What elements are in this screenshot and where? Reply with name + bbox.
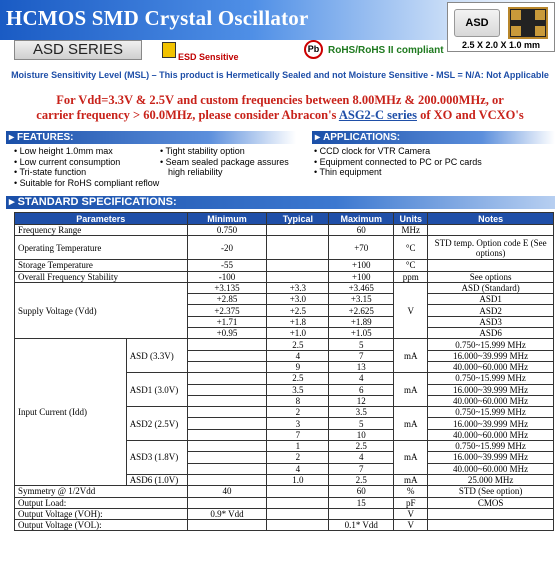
max-cell: 7 [329, 350, 394, 361]
list-item: high reliability [168, 167, 223, 177]
notice-line-2-pre: carrier frequency > 60.0MHz, please consider Abracon's [36, 108, 339, 122]
max-cell: 4 [329, 373, 394, 384]
min-cell: +0.95 [187, 328, 267, 339]
param-cell: Input Current (Idd) [15, 339, 127, 486]
min-cell [187, 339, 267, 350]
notes-cell: 40.000~60.000 MHz [428, 463, 554, 474]
subparam-cell: ASD2 (2.5V) [126, 407, 187, 441]
min-cell: 0.750 [187, 225, 267, 236]
min-cell [187, 407, 267, 418]
list-item: • Thin equipment [314, 167, 554, 178]
max-cell: 2.5 [329, 441, 394, 452]
max-cell: +70 [329, 236, 394, 260]
typ-cell: 1.0 [267, 474, 329, 485]
list-item: • CCD clock for VTR Camera [314, 146, 554, 157]
min-cell [187, 463, 267, 474]
notice-line-2 [0, 108, 560, 123]
notes-cell: CMOS [428, 497, 554, 508]
unit-cell: mA [394, 474, 428, 485]
notes-cell: 40.000~60.000 MHz [428, 395, 554, 406]
typ-cell: 4 [267, 463, 329, 474]
max-cell [329, 508, 394, 519]
notes-cell: STD (See option) [428, 486, 554, 497]
typ-cell: 2 [267, 407, 329, 418]
msl-note: Moisture Sensitivity Level (MSL) – This product is Hermetically Sealed and not Moisture Sensitive - MSL = N/A: Not Applicable [11, 70, 549, 80]
min-cell [187, 441, 267, 452]
column-header: Typical [267, 213, 329, 225]
unit-cell: mA [394, 441, 428, 475]
param-cell: Operating Temperature [15, 236, 188, 260]
chip-top-view: ASD [454, 9, 500, 37]
max-cell: +3.465 [329, 282, 394, 293]
table-row [15, 486, 554, 497]
table-row [15, 236, 554, 260]
max-cell: 7 [329, 463, 394, 474]
param-cell: Output Voltage (VOH): [15, 508, 188, 519]
min-cell: +2.85 [187, 294, 267, 305]
min-cell [187, 429, 267, 440]
max-cell: 13 [329, 361, 394, 372]
notice-line-1: For Vdd=3.3V & 2.5V and custom frequencies between 8.00MHz & 200.000MHz, or [56, 93, 504, 107]
max-cell: 5 [329, 418, 394, 429]
table-row [15, 520, 554, 531]
column-header: Notes [428, 213, 554, 225]
typ-cell [267, 260, 329, 271]
unit-cell: MHz [394, 225, 428, 236]
max-cell: 12 [329, 395, 394, 406]
max-cell: 15 [329, 497, 394, 508]
notes-cell: ASD (Standard) [428, 282, 554, 293]
list-item: • Equipment connected to PC or PC cards [314, 157, 554, 168]
max-cell: +3.15 [329, 294, 394, 305]
notes-cell: 0.750~15.999 MHz [428, 441, 554, 452]
max-cell: +1.89 [329, 316, 394, 327]
typ-cell: +3.3 [267, 282, 329, 293]
specifications-heading: ▸ STANDARD SPECIFICATIONS: [6, 196, 555, 209]
typ-cell: 2.5 [267, 373, 329, 384]
min-cell [187, 474, 267, 485]
unit-cell: °C [394, 236, 428, 260]
subparam-cell: ASD3 (1.8V) [126, 441, 187, 475]
max-cell: +100 [329, 260, 394, 271]
table-row [15, 508, 554, 519]
min-cell [187, 520, 267, 531]
param-cell: Symmetry @ 1/2Vdd [15, 486, 188, 497]
notes-cell: 16.000~39.999 MHz [428, 384, 554, 395]
max-cell: +1.05 [329, 328, 394, 339]
typ-cell [267, 497, 329, 508]
esd-badge: ESD Sensitive [178, 52, 239, 62]
features-title: FEATURES: [17, 132, 74, 143]
features-list-1 [14, 146, 164, 188]
typ-cell: +2.5 [267, 305, 329, 316]
notes-cell: 16.000~39.999 MHz [428, 418, 554, 429]
notes-cell: ASD2 [428, 305, 554, 316]
typ-cell [267, 486, 329, 497]
typ-cell: 3 [267, 418, 329, 429]
notes-cell: See options [428, 271, 554, 282]
max-cell: 60 [329, 225, 394, 236]
typ-cell [267, 520, 329, 531]
applications-title: APPLICATIONS: [323, 132, 401, 143]
applications-heading: ▸ APPLICATIONS: [312, 131, 555, 144]
typ-cell [267, 236, 329, 260]
pb-free-icon: Pb [304, 40, 323, 59]
min-cell: -20 [187, 236, 267, 260]
min-cell [187, 395, 267, 406]
min-cell: +3.135 [187, 282, 267, 293]
page-title: HCMOS SMD Crystal Oscillator [6, 6, 309, 30]
min-cell [187, 350, 267, 361]
list-item: • Low current consumption [14, 157, 164, 168]
table-header-row [15, 213, 554, 225]
param-cell: Supply Voltage (Vdd) [15, 282, 188, 338]
table-row [15, 260, 554, 271]
typ-cell: +1.8 [267, 316, 329, 327]
unit-cell: pF [394, 497, 428, 508]
typ-cell [267, 271, 329, 282]
typ-cell: 7 [267, 429, 329, 440]
list-item: • Suitable for RoHS compliant reflow [14, 178, 164, 189]
list-item: • Tri-state function [14, 167, 164, 178]
notes-cell: 40.000~60.000 MHz [428, 429, 554, 440]
notes-cell: ASD3 [428, 316, 554, 327]
features-list-2 [160, 146, 310, 178]
param-cell: Output Load: [15, 497, 188, 508]
typ-cell: 1 [267, 441, 329, 452]
table-row [15, 271, 554, 282]
subparam-cell: ASD (3.3V) [126, 339, 187, 373]
notes-cell: 0.750~15.999 MHz [428, 407, 554, 418]
max-cell: +100 [329, 271, 394, 282]
unit-cell: ppm [394, 271, 428, 282]
min-cell [187, 384, 267, 395]
typ-cell: 9 [267, 361, 329, 372]
max-cell: 4 [329, 452, 394, 463]
notes-cell: 16.000~39.999 MHz [428, 350, 554, 361]
list-item: • Tight stability option [160, 146, 310, 157]
notes-cell: ASD1 [428, 294, 554, 305]
column-header: Parameters [15, 213, 188, 225]
typ-cell [267, 508, 329, 519]
specifications-title: STANDARD SPECIFICATIONS: [17, 196, 177, 208]
asg2c-series-link[interactable]: ASG2-C series [338, 108, 417, 122]
typ-cell: 4 [267, 350, 329, 361]
column-header: Minimum [187, 213, 267, 225]
unit-cell: % [394, 486, 428, 497]
column-header: Maximum [329, 213, 394, 225]
notes-cell [428, 225, 554, 236]
specifications-table [14, 212, 554, 531]
notes-cell: ASD6 [428, 328, 554, 339]
min-cell [187, 452, 267, 463]
package-dimensions: 2.5 X 2.0 X 1.0 mm [461, 40, 541, 50]
chip-bottom-view [508, 7, 548, 39]
notes-cell: 40.000~60.000 MHz [428, 361, 554, 372]
min-cell: -55 [187, 260, 267, 271]
table-row [15, 339, 554, 350]
param-cell: Output Voltage (VOL): [15, 520, 188, 531]
min-cell [187, 373, 267, 384]
unit-cell: mA [394, 373, 428, 407]
esd-warning-icon [162, 42, 176, 58]
max-cell: 2.5 [329, 474, 394, 485]
product-image [447, 2, 555, 52]
applications-list [314, 146, 554, 178]
table-row [15, 497, 554, 508]
notes-cell [428, 260, 554, 271]
unit-cell: mA [394, 339, 428, 373]
typ-cell: 2.5 [267, 339, 329, 350]
unit-cell: V [394, 520, 428, 531]
table-row [15, 225, 554, 236]
features-heading: ▸ FEATURES: [6, 131, 296, 144]
subparam-cell: ASD1 (3.0V) [126, 373, 187, 407]
typ-cell: 3.5 [267, 384, 329, 395]
min-cell: +1.71 [187, 316, 267, 327]
min-cell [187, 361, 267, 372]
list-item: • Seam sealed package assures [160, 157, 310, 168]
subparam-cell: ASD6 (1.0V) [126, 474, 187, 485]
min-cell [187, 497, 267, 508]
param-cell: Frequency Range [15, 225, 188, 236]
param-cell: Storage Temperature [15, 260, 188, 271]
unit-cell: mA [394, 407, 428, 441]
max-cell: 0.1* Vdd [329, 520, 394, 531]
max-cell: +2.625 [329, 305, 394, 316]
notice-line-2-post: of XO and VCXO's [416, 108, 524, 122]
min-cell: +2.375 [187, 305, 267, 316]
unit-cell: °C [394, 260, 428, 271]
typ-cell: +3.0 [267, 294, 329, 305]
min-cell: 0.9* Vdd [187, 508, 267, 519]
list-item: • Low height 1.0mm max [14, 146, 164, 157]
typ-cell: +1.0 [267, 328, 329, 339]
min-cell: 40 [187, 486, 267, 497]
max-cell: 6 [329, 384, 394, 395]
max-cell: 3.5 [329, 407, 394, 418]
notes-cell: 16.000~39.999 MHz [428, 452, 554, 463]
series-label: ASD SERIES [14, 40, 142, 60]
unit-cell: V [394, 508, 428, 519]
typ-cell: 2 [267, 452, 329, 463]
table-row [15, 282, 554, 293]
min-cell: -100 [187, 271, 267, 282]
max-cell: 60 [329, 486, 394, 497]
column-header: Units [394, 213, 428, 225]
max-cell: 10 [329, 429, 394, 440]
notes-cell: 0.750~15.999 MHz [428, 373, 554, 384]
typ-cell [267, 225, 329, 236]
notes-cell: STD temp. Option code E (See options) [428, 236, 554, 260]
rohs-badge: RoHS/RoHS II compliant [328, 45, 444, 56]
notice-text [0, 93, 560, 123]
notes-cell: 0.750~15.999 MHz [428, 339, 554, 350]
notes-cell [428, 508, 554, 519]
min-cell [187, 418, 267, 429]
typ-cell: 8 [267, 395, 329, 406]
max-cell: 5 [329, 339, 394, 350]
unit-cell: V [394, 282, 428, 338]
notes-cell: 25.000 MHz [428, 474, 554, 485]
notes-cell [428, 520, 554, 531]
param-cell: Overall Frequency Stability [15, 271, 188, 282]
